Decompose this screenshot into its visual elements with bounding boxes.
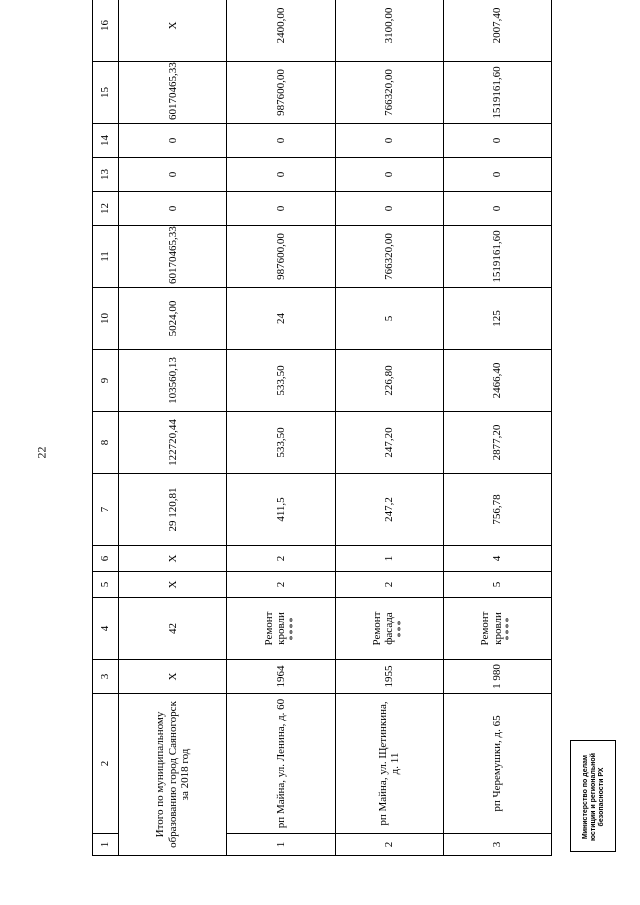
work-type-label: Ремонт фасада [370, 611, 396, 646]
cost-cell: 766320,00 [335, 226, 443, 288]
unit-cost-cell: 2007,40 [443, 0, 551, 62]
total-label: Итого по муниципальному образованию город Саяногорск за 2018 год [119, 694, 227, 856]
total-cell: 122720,44 [119, 412, 227, 474]
zero-cell: 0 [335, 124, 443, 158]
footnote-stars: *** [396, 619, 408, 638]
year-cell: 1955 [335, 660, 443, 694]
column-number: 2 [93, 694, 119, 834]
cost2-cell: 987600,00 [227, 62, 335, 124]
zero-cell: 0 [443, 124, 551, 158]
total-cell: X [119, 660, 227, 694]
cost2-cell: 1519161,60 [443, 62, 551, 124]
column-number: 9 [93, 350, 119, 412]
entrances-cell: 1 [335, 546, 443, 572]
area-cell: 411,5 [227, 474, 335, 546]
total-row [119, 0, 227, 856]
area-total-cell: 247,20 [335, 412, 443, 474]
total-cell: 42 [119, 598, 227, 660]
area-cell: 756,78 [443, 474, 551, 546]
area-total-cell: 2877,20 [443, 412, 551, 474]
floors-cell: 2 [227, 572, 335, 598]
cost2-cell: 766320,00 [335, 62, 443, 124]
zero-cell: 0 [227, 124, 335, 158]
total-cell: X [119, 546, 227, 572]
total-cell: 5024,00 [119, 288, 227, 350]
floors-cell: 5 [443, 572, 551, 598]
total-cell: 60170465,33 [119, 226, 227, 288]
area-total-cell: 533,50 [227, 412, 335, 474]
rotated-table-container [92, 7, 552, 856]
cost-cell: 1519161,60 [443, 226, 551, 288]
work-type-cell [227, 598, 335, 660]
total-cell: 0 [119, 158, 227, 192]
total-cell: X [119, 0, 227, 62]
table-row [443, 0, 551, 856]
column-number: 5 [93, 572, 119, 598]
floors-cell: 2 [335, 572, 443, 598]
ministry-stamp [570, 740, 616, 852]
column-number: 15 [93, 62, 119, 124]
column-number: 16 [93, 0, 119, 62]
column-number: 14 [93, 124, 119, 158]
address-cell: рп Черемушки, д. 65 [443, 694, 551, 834]
area-residential-cell: 533,50 [227, 350, 335, 412]
column-number: 12 [93, 192, 119, 226]
total-cell: X [119, 572, 227, 598]
work-type-cell [335, 598, 443, 660]
entrances-cell: 2 [227, 546, 335, 572]
area-residential-cell: 226,80 [335, 350, 443, 412]
total-cell: 0 [119, 192, 227, 226]
column-number: 8 [93, 412, 119, 474]
column-number: 11 [93, 226, 119, 288]
work-type-cell [443, 598, 551, 660]
column-number: 7 [93, 474, 119, 546]
total-cell: 0 [119, 124, 227, 158]
area-cell: 247,2 [335, 474, 443, 546]
column-number: 1 [93, 834, 119, 856]
zero-cell: 0 [335, 192, 443, 226]
column-number-row [93, 0, 119, 856]
year-cell: 1 980 [443, 660, 551, 694]
column-number: 4 [93, 598, 119, 660]
zero-cell: 0 [443, 158, 551, 192]
residents-cell: 125 [443, 288, 551, 350]
zero-cell: 0 [227, 158, 335, 192]
total-cell: 60170465,33 [119, 62, 227, 124]
unit-cost-cell: 2400,00 [227, 0, 335, 62]
column-number: 3 [93, 660, 119, 694]
footnote-stars: **** [287, 616, 299, 641]
table-row [227, 0, 335, 856]
row-number: 2 [335, 834, 443, 856]
column-number: 13 [93, 158, 119, 192]
table-row [335, 0, 443, 856]
address-cell: рп Майна, ул. Ленина, д. 60 [227, 694, 335, 834]
page-number: 22 [34, 446, 49, 459]
column-number: 10 [93, 288, 119, 350]
residents-cell: 5 [335, 288, 443, 350]
column-number: 6 [93, 546, 119, 572]
stamp-text: Министерство по делам юстиции и региональной безопасности РХ [581, 753, 606, 841]
zero-cell: 0 [335, 158, 443, 192]
work-type-label: Ремонт кровли [262, 611, 288, 646]
work-type-label: Ремонт кровли [478, 611, 504, 646]
row-number: 1 [227, 834, 335, 856]
entrances-cell: 4 [443, 546, 551, 572]
unit-cost-cell: 3100,00 [335, 0, 443, 62]
cost-cell: 987600,00 [227, 226, 335, 288]
area-residential-cell: 2466,40 [443, 350, 551, 412]
zero-cell: 0 [227, 192, 335, 226]
row-number: 3 [443, 834, 551, 856]
address-cell: рп Майна, ул. Щетинкина, д. 11 [335, 694, 443, 834]
total-cell: 103560,13 [119, 350, 227, 412]
residents-cell: 24 [227, 288, 335, 350]
zero-cell: 0 [443, 192, 551, 226]
total-cell: 29 120,81 [119, 474, 227, 546]
register-table [92, 0, 552, 856]
year-cell: 1964 [227, 660, 335, 694]
footnote-stars: **** [504, 616, 516, 641]
